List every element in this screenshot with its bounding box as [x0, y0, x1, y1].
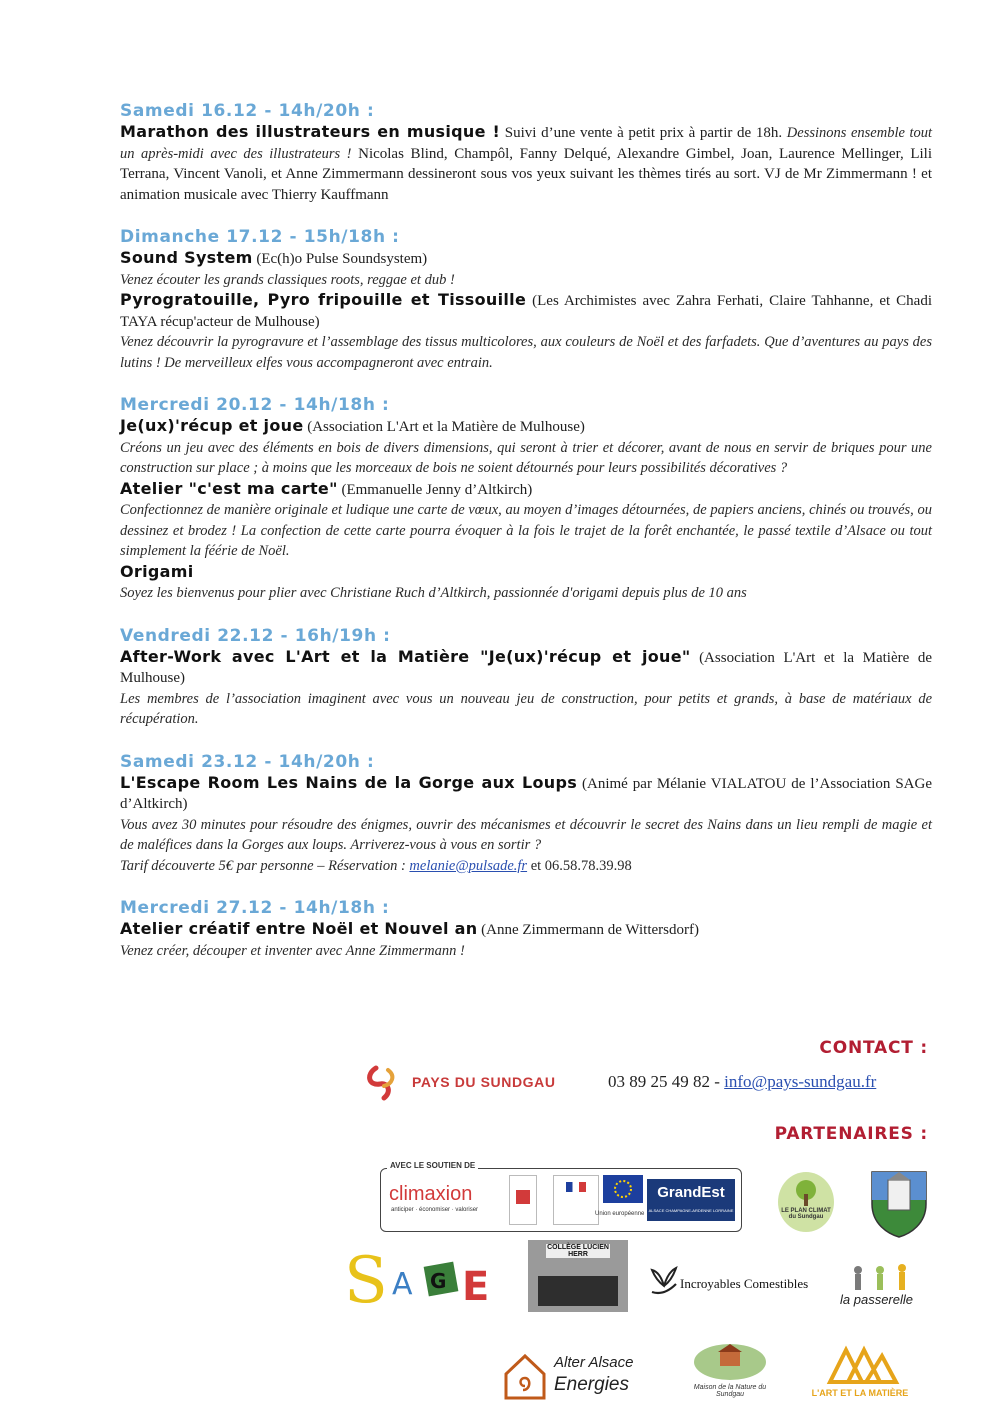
climaxion-wordmark: climaxion: [389, 1183, 473, 1205]
activity-desc-plain: Nicolas Blind, Champôl, Fanny Delqué, Alexandre Gimbel, Joan, Laurence Mellinger, Lili Terrana, Vincent Vanoli, et Anne Zimmermann dessineront sous vos yeux suivant les thèmes tirés au sort. VJ de Mr Zimmermann ! et animation musicale avec Thierry Kauffmann: [120, 145, 933, 203]
ademe-logo-icon: [509, 1175, 537, 1225]
activity-note: (Association L'Art et la Matière de Mulhouse): [120, 649, 932, 686]
activity: [120, 919, 932, 961]
activity-title: Marathon des illustrateurs en musique !: [120, 122, 501, 141]
activity: [120, 773, 932, 877]
triangles-mark-icon: [800, 1344, 920, 1384]
activity-desc: Soyez les bienvenus pour plier avec Christiane Ruch d’Altkirch, passionnée d'origami depuis plus de 10 ans: [120, 585, 747, 601]
activity-title: Pyrogratouille, Pyro fripouille et Tissouille: [120, 290, 527, 309]
eu-label: Union européenne: [595, 1211, 645, 1217]
event-dimanche-17: [120, 226, 932, 373]
grand-est-sub: ALSACE CHAMPAGNE-ARDENNE LORRAINE: [648, 1208, 734, 1213]
activity-note: (Animé par Mélanie VIALATOU de l’Association SAGe d’Altkirch): [120, 775, 933, 812]
activity-note: (Association L'Art et la Matière de Mulhouse): [307, 419, 585, 435]
grand-est-wordmark: GrandEst: [657, 1184, 725, 1201]
contact-email-link[interactable]: info@pays-sundgau.fr: [724, 1072, 877, 1091]
activity-desc: Venez écouter les grands classiques roots, reggae et dub !: [120, 271, 455, 288]
activity-note: (Anne Zimmermann de Wittersdorf): [481, 922, 699, 938]
activity-note: Suivi d’une vente à petit prix à partir de 18h.: [504, 125, 783, 141]
activity-desc: Vous avez 30 minutes pour résoudre des énigmes, ouvrir des mécanismes et découvrir le secret des Nains dans un lieu rempli de magie et de maléfices dans la Gorges aux loups. Arriverez-vous à vous en sortir ?: [120, 816, 932, 853]
art-et-matiere-logo: [800, 1344, 920, 1404]
activity-title: Atelier "c'est ma carte": [120, 478, 338, 498]
passerelle-label: la passerelle: [840, 1292, 913, 1307]
activity: [120, 290, 932, 373]
svg-text:S: S: [344, 1244, 388, 1316]
pays-du-sundgau-logo: [362, 1064, 592, 1104]
event-mercredi-27: [120, 897, 932, 961]
climaxion-partner-banner: [380, 1161, 742, 1232]
tarif-text: Tarif découverte 5€ par personne – Réservation :: [120, 857, 406, 874]
sundgau-org-name: PAYS DU SUNDGAU: [412, 1074, 556, 1090]
activity-title: After-Work avec L'Art et la Matière "Je(ux)'récup et joue": [120, 646, 691, 666]
college-sign: COLLÈGE LUCIEN HERR: [547, 1244, 609, 1258]
sage-logo-icon: [344, 1244, 490, 1316]
event-mercredi-20: [120, 394, 932, 604]
contact-heading: CONTACT :: [819, 1038, 928, 1058]
activity-title: Atelier créatif entre Noël et Nouvel an: [120, 919, 478, 938]
activity-note: (Les Archimistes avec Zahra Ferhati, Claire Tahhanne, et Chadi TAYA récup'acteur de Mulhouse): [120, 293, 932, 330]
incroyables-label: Incroyables Comestibles: [680, 1276, 809, 1291]
partners-heading: PARTENAIRES :: [774, 1124, 928, 1144]
activity-desc: Venez découvrir la pyrogravure et l’assemblage des tissus multicolores, aux couleurs de Noël et des farfadets. Que d’aventures au pays des lutins ! De merveilleux elfes vous accompagneront avec entrain.: [120, 334, 932, 371]
plan-climat-tree-icon: [778, 1172, 834, 1208]
activity-desc: Créons un jeu avec des éléments en bois de divers dimensions, qui seront à trier et décorer, avant de nous en servir de briques pour une construction sur place ; à moins que les morceaux de bois ne soient détournés pour leurs possibilités décoratives ?: [120, 439, 932, 476]
activity: [120, 647, 932, 730]
college-lucien-herr-photo: [528, 1240, 628, 1312]
activity-title: Sound System: [120, 248, 253, 267]
incroyables-comestibles-logo: [646, 1262, 816, 1302]
energies-label: Energies: [554, 1374, 629, 1395]
activity-desc: Les membres de l’association imaginent avec vous un nouveau jeu de construction, pour petits et grands, à base de matériaux de récupération.: [120, 690, 932, 727]
maison-nature-label: Maison de la Nature du Sundgau: [693, 1384, 767, 1398]
grand-est-logo: [647, 1179, 735, 1221]
activity: [120, 416, 932, 479]
events-list: [120, 100, 932, 982]
activity-title: Je(ux)'récup et joue: [120, 416, 304, 435]
la-passerelle-logo: [838, 1262, 924, 1314]
svg-text:A: A: [392, 1267, 413, 1302]
alter-alsace-label: Alter Alsace: [554, 1354, 634, 1371]
seedling-hand-icon: [646, 1262, 682, 1298]
event-date: Mercredi 20.12 - 14h/18h :: [120, 395, 390, 415]
activity: [120, 248, 932, 290]
reservation-phone: et 06.58.78.39.98: [530, 857, 632, 874]
group-photo-icon: [538, 1276, 618, 1306]
sundgau-swirl-icon: [362, 1064, 406, 1104]
activity-desc: Dessinons ensemble tout un après-midi avec des illustrateurs !: [120, 125, 933, 162]
contact-line: [608, 1072, 876, 1092]
reservation-email-link[interactable]: melanie@pulsade.fr: [409, 857, 528, 874]
event-date: Mercredi 27.12 - 14h/18h :: [120, 898, 390, 918]
eu-flag-icon: [603, 1175, 643, 1203]
sage-logo: [344, 1244, 490, 1321]
activity-title: Origami: [120, 561, 194, 581]
landscape-illustration-icon: [690, 1338, 770, 1382]
climaxion-header: AVEC LE SOUTIEN DE: [387, 1161, 478, 1170]
coat-of-arms-icon: [870, 1170, 928, 1238]
svg-text:G: G: [430, 1269, 447, 1293]
event-date: Samedi 23.12 - 14h/20h :: [120, 751, 375, 772]
plan-climat-logo: [778, 1172, 834, 1232]
event-samedi-23: [120, 751, 932, 877]
activity: [120, 479, 932, 562]
tarif-line: [120, 856, 932, 877]
republique-logo-icon: [553, 1175, 599, 1225]
art-matiere-label: L'ART ET LA MATIÈRE: [811, 1388, 909, 1398]
house-spiral-icon: [502, 1352, 548, 1400]
svg-text:E: E: [462, 1264, 490, 1310]
alter-alsace-energies-logo: [502, 1352, 662, 1402]
activity-note: (Ec(h)o Pulse Soundsystem): [256, 251, 428, 267]
people-figures-icon: [838, 1262, 924, 1296]
event-vendredi-22: [120, 625, 932, 730]
activity-title: L'Escape Room Les Nains de la Gorge aux Loups: [120, 772, 578, 792]
event-date: Samedi 16.12 - 14h/20h :: [120, 101, 375, 121]
climaxion-tagline: anticiper · économiser · valoriser: [391, 1207, 479, 1213]
event-samedi-16: [120, 100, 932, 205]
activity: [120, 562, 932, 604]
activity-desc: Venez créer, découper et inventer avec Anne Zimmermann !: [120, 942, 465, 959]
activity-note: (Emmanuelle Jenny d’Altkirch): [341, 481, 533, 498]
event-date: Vendredi 22.12 - 16h/19h :: [120, 625, 391, 646]
maison-nature-logo: [690, 1338, 770, 1408]
activity: [120, 122, 932, 205]
coat-of-arms-logo: [870, 1170, 928, 1243]
activity-desc: Confectionnez de manière originale et ludique une carte de vœux, au moyen d’images détournées, de papiers anciens, chinés ou trouvés, ou dessinez et brodez ! La confection de cette carte pourra évoquer à la fois le trajet de la forêt enchantée, le passé textile d’Alsace ou tout simplement la féérie de Noël.: [120, 502, 932, 559]
plan-climat-label: LE PLAN CLIMAT du Sundgau: [781, 1208, 831, 1220]
event-date: Dimanche 17.12 - 15h/18h :: [120, 227, 400, 247]
contact-phone: 03 89 25 49 82 -: [608, 1072, 720, 1091]
